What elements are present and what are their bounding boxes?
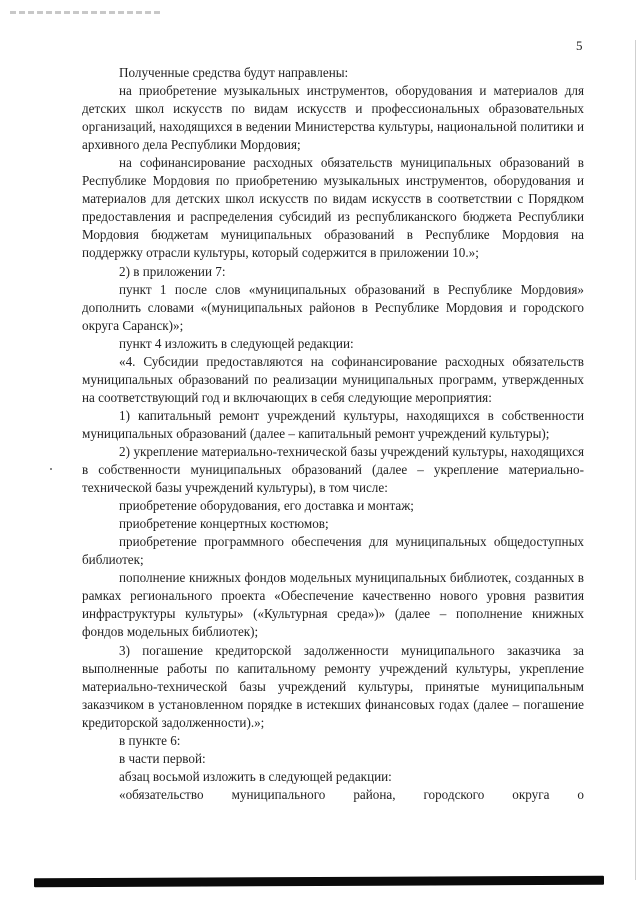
paragraph: пункт 4 изложить в следующей редакции: (119, 335, 354, 351)
scan-speck (50, 468, 52, 470)
paragraph: пункт 1 после слов «муниципальных образований в Республике Мордовия» дополнить словами «(муниципальных районов в Республике Мордовия и городского округа Саранск)»; (82, 281, 584, 333)
document-body (82, 64, 584, 804)
paragraph: приобретение программного обеспечения для муниципальных общедоступных библиотек; (82, 534, 584, 568)
paragraph-continued: «обязательство муниципального района, городского округа о (119, 786, 584, 802)
paragraph: 2) укрепление материально-технической базы учреждений культуры, находящихся в собственности муниципальных образований (далее – укрепление материально-технической базы учреждений культуры), в том числе: (82, 443, 584, 496)
paragraph: 3) погашение кредиторской задолженности муниципального заказчика за выполненные работы по капитальному ремонту учреждений культуры, укрепление материально-технической базы учреждений культуры, принятые муниципальным заказчиком в установленном порядке в истекших финансовых годах (далее – погашение кредиторской задолженности).»; (82, 642, 584, 730)
paragraph: 1) капитальный ремонт учреждений культуры, находящихся в собственности муниципальных образований (далее – капитальный ремонт учреждений культуры); (82, 407, 584, 441)
scan-bottom-shadow (34, 876, 604, 887)
paragraph: абзац восьмой изложить в следующей редакции: (119, 768, 392, 784)
paragraph: пополнение книжных фондов модельных муниципальных библиотек, созданных в рамках регионального проекта «Обеспечение качественно нового уровня развития инфраструктуры культуры» («Культурная среда»)» (далее – пополнение книжных фондов модельных библиотек); (82, 570, 584, 640)
paragraph: приобретение концертных костюмов; (119, 516, 329, 532)
paragraph: Полученные средства будут направлены: (119, 65, 349, 80)
paragraph: «4. Субсидии предоставляются на софинансирование расходных обязательств муниципальных образований по реализации муниципальных программ, утвержденных на соответствующий год и включающих в себя следующие мероприятия: (82, 353, 584, 405)
paragraph: на приобретение музыкальных инструментов, оборудования и материалов для детских школ искусств по видам искусств и профессиональных образовательных организаций, находящихся в ведении Министерства культуры, национальной политики и архивного дела Республики Мордовия; (82, 83, 584, 153)
page-number: 5 (576, 38, 583, 53)
scan-edge-marks (10, 11, 160, 14)
paragraph: приобретение оборудования, его доставка и монтаж; (119, 498, 414, 514)
paragraph: на софинансирование расходных обязательств муниципальных образований в Республике Мордовия по приобретению музыкальных инструментов, оборудования и материалов для детских школ искусств по видам искусств в соответствии с Порядком предоставления и распределения субсидий из республиканского бюджета Республики Мордовия бюджетам муниципальных образований в Республике Мордовия на поддержку отрасли культуры, который содержится в приложении 10.»; (82, 155, 584, 261)
paragraph: 2) в приложении 7: (119, 263, 226, 279)
paragraph: в части первой: (119, 750, 206, 766)
scan-right-edge (635, 40, 636, 880)
paragraph: в пункте 6: (119, 732, 181, 748)
